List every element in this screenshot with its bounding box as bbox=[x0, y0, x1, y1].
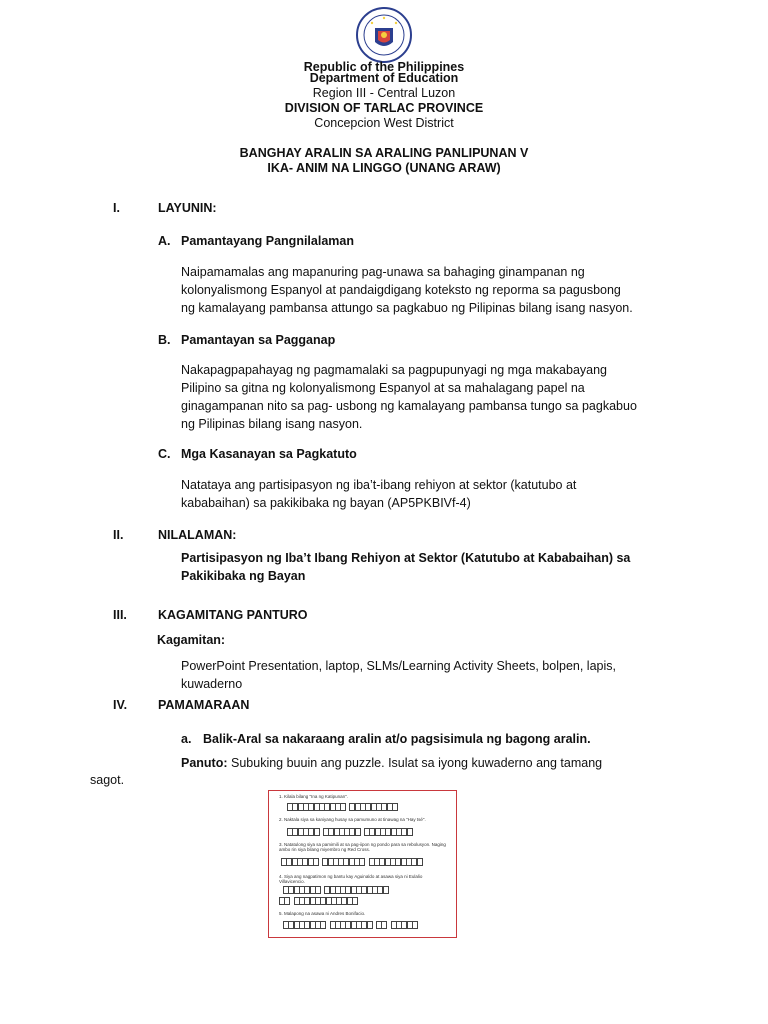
header-district: Concepcion West District bbox=[314, 116, 454, 130]
section-1-number: I. bbox=[113, 201, 120, 215]
section-4-title: PAMAMARAAN bbox=[158, 698, 250, 712]
section-1-title: LAYUNIN: bbox=[158, 201, 217, 215]
puzzle-answer-boxes-5 bbox=[283, 921, 417, 929]
section-2-number: II. bbox=[113, 528, 124, 542]
puzzle-answer-boxes-3 bbox=[281, 858, 422, 866]
section-3-number: III. bbox=[113, 608, 127, 622]
paragraph-line: Partisipasyon ng Iba’t Ibang Rehiyon at Sektor (Katutubo at Kababaihan) sa bbox=[181, 551, 631, 565]
header-department: Department of Education bbox=[309, 71, 459, 85]
puzzle-answer-boxes-4b bbox=[279, 897, 357, 905]
puzzle-figure bbox=[268, 790, 457, 938]
paragraph-line: Naipamamalas ang mapanuring pag-unawa sa bahaging ginampanan ng bbox=[181, 265, 585, 279]
subsection-c-paragraph bbox=[181, 476, 677, 512]
puzzle-question-2: 2. Naktala siya sa kaniyang husay sa pamumuno at tinawag na "Hay tsé". bbox=[279, 817, 426, 822]
step-a-title: Balik-Aral sa nakaraang aralin at/o pagsisimula ng bagong aralin. bbox=[203, 732, 591, 746]
header-region: Region III - Central Luzon bbox=[312, 86, 456, 100]
section-3-title: KAGAMITANG PANTURO bbox=[158, 608, 308, 622]
paragraph-line: Pakikibaka ng Bayan bbox=[181, 569, 306, 583]
panuto-label: Panuto: bbox=[181, 756, 228, 770]
doc-title-line1: BANGHAY ARALIN SA ARALING PANLIPUNAN V bbox=[239, 146, 529, 160]
subsection-b-label: B. bbox=[158, 333, 171, 347]
paragraph-line: Nakapagpapahayag ng pagmamalaki sa pagpupunyagi ng mga makabayang bbox=[181, 363, 608, 377]
section-2-title: NILALAMAN: bbox=[158, 528, 237, 542]
deped-seal-logo bbox=[345, 6, 423, 64]
panuto-instruction bbox=[181, 755, 677, 772]
paragraph-line: Pilipino sa gitna ng kolonyalismong Espanyol at sa mahalagang papel na bbox=[181, 381, 585, 395]
puzzle-answer-boxes-2 bbox=[287, 828, 412, 836]
subsection-a-label: A. bbox=[158, 234, 171, 248]
subsection-a-title: Pamantayang Pangnilalaman bbox=[181, 234, 354, 248]
section-3-subtitle: Kagamitan: bbox=[157, 633, 226, 647]
puzzle-question-1: 1. Kilala bilang "Ina ng Katipunan". bbox=[279, 794, 348, 799]
puzzle-answer-boxes-1 bbox=[287, 803, 397, 811]
puzzle-question-3: 3. Natatulong siya sa pamimili at sa pag-iipon ng pondo para sa rebolusyon. Naging ambo rin siya bilang miyembro ng Red Cross. bbox=[279, 842, 446, 852]
paragraph-line: ng kamalayang pambansa attungo sa pagkabuo ng Pilipinas bilang isang nasyon. bbox=[181, 301, 633, 315]
paragraph-line: ng Pilipinas bilang isang nasyon. bbox=[181, 417, 363, 431]
subsection-c-label: C. bbox=[158, 447, 171, 461]
header-republic: Republic of the Philippines bbox=[303, 60, 465, 74]
section-4-number: IV. bbox=[113, 698, 128, 712]
paragraph-line: ginagampanan nito sa pag- usbong ng kamalayang pambansa tungo sa pagkabuo bbox=[181, 399, 637, 413]
panuto-text: Subuking buuin ang puzzle. Isulat sa iyong kuwaderno ang tamang bbox=[227, 756, 603, 770]
paragraph-line: kolonyalismong Espanyol at pandaigdigang koteksto ng reporma sa pagusbong bbox=[181, 283, 621, 297]
paragraph-line: Natataya ang partisipasyon ng iba’t-ibang rehiyon at sektor (katutubo at bbox=[181, 478, 577, 492]
paragraph-line: kuwaderno bbox=[181, 677, 243, 691]
step-a-label: a. bbox=[181, 732, 192, 746]
subsection-a-paragraph bbox=[181, 263, 677, 317]
puzzle-question-4: 4. Siya ang nagpatimon ng bantu kay Aguinaldo at asawa siya ni Eulalio Villavicencio. bbox=[279, 874, 423, 884]
header-division: DIVISION OF TARLAC PROVINCE bbox=[284, 101, 484, 115]
paragraph-line: kababaihan) sa pakikibaka ng bayan (AP5PKBIVf-4) bbox=[181, 496, 471, 510]
subsection-c-title: Mga Kasanayan sa Pagkatuto bbox=[181, 447, 357, 461]
section-2-content bbox=[181, 549, 677, 585]
paragraph-line: PowerPoint Presentation, laptop, SLMs/Learning Activity Sheets, bolpen, lapis, bbox=[181, 659, 616, 673]
subsection-b-paragraph bbox=[181, 361, 677, 433]
section-3-materials bbox=[181, 657, 677, 693]
subsection-b-title: Pamantayan sa Pagganap bbox=[181, 333, 336, 347]
puzzle-question-5: 5. Malapong na asawa ni Andres Bonifacio. bbox=[279, 911, 366, 916]
puzzle-answer-boxes-4a bbox=[283, 886, 388, 894]
panuto-wrap: sagot. bbox=[90, 773, 125, 787]
doc-title-line2: IKA- ANIM NA LINGGO (UNANG ARAW) bbox=[267, 161, 501, 175]
